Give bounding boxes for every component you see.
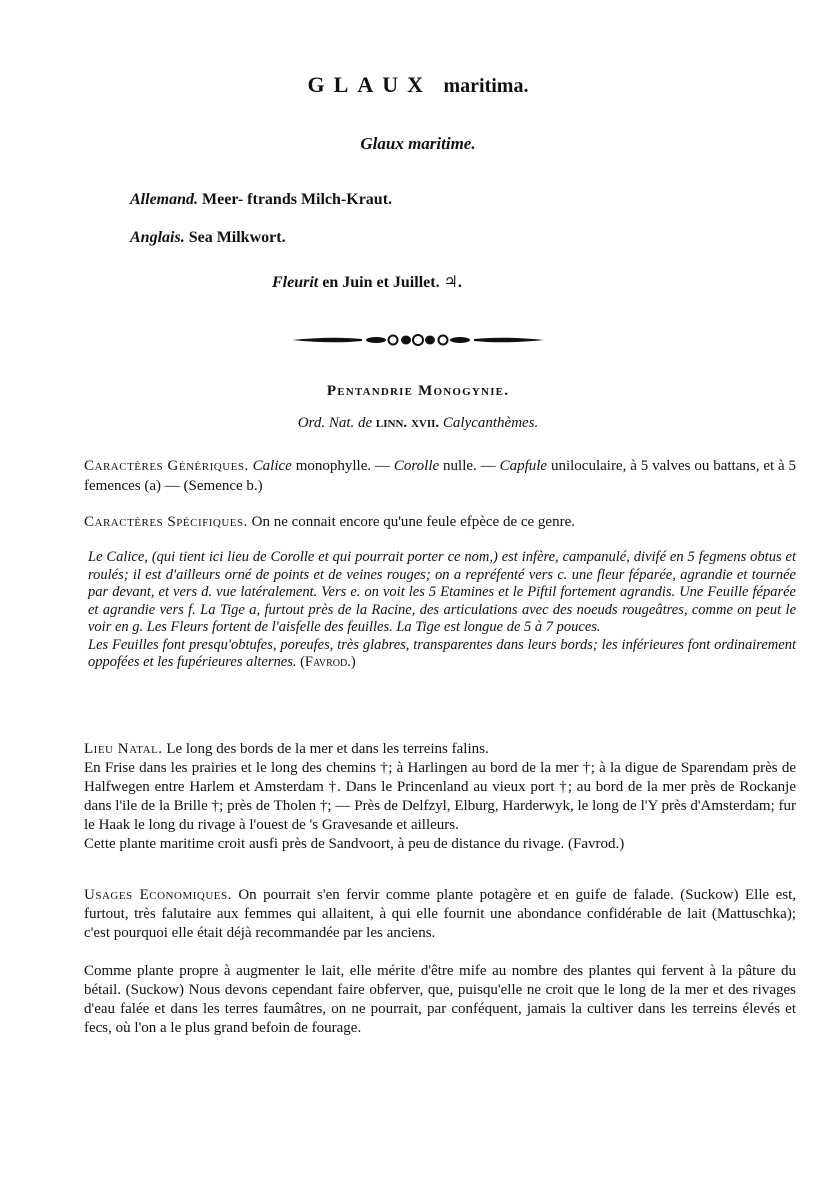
economic-uses-continued (84, 962, 796, 1038)
habitat-text-1: Le long des bords de la mer et dans les terreins falins. (166, 741, 489, 757)
title-species: maritima. (443, 75, 529, 97)
description-paragraph-2: Les Feuilles font presqu'obtufes, poreufes, très glabres, transparentes dans leurs bords; les inférieures font ordinairement oppofées et les fupérieures alternes. (88, 636, 796, 670)
habitat-heading: Lieu Natal. (84, 741, 163, 757)
flowering-period (272, 272, 462, 292)
economic-uses (84, 886, 796, 943)
subtitle-french-name: Glaux maritime. (360, 134, 476, 153)
description-paragraph-1: Le Calice, (qui tient ici lieu de Corolle et qui pourrait porter ce nom,) est infère, campanulé, divifé en 5 fegmens obtus et roulés; il est d'ailleurs orné de points et de veines rouges; on a repréfenté vers c. une fleur féparée, agrandie et tournée par devant, et vers d. vue latéralement. Vers e. on voit les 5 Etamines et le Piftil fortement agrandis. Une Feuille féparée et agrandie vers f. La Tige a, furtout près de la Racine, des articulations avec des noeuds rougeâtres, comme on peut le voir en g. Les Fleurs fortent de l'aisfelle des feuilles. La Tige est longue de 5 à 7 pouces. (88, 549, 796, 635)
natural-order-family: Calycanthèmes. (442, 415, 539, 431)
page-title (0, 72, 836, 98)
vernacular-german-label: Allemand. (130, 191, 199, 208)
habitat-text-3: Cette plante maritime croit ausfi près de Sandvoort, à peu de distance du rivage. (Favrod.) (84, 836, 625, 852)
generic-text: monophylle. — (295, 458, 390, 474)
natural-order-linn: linn. (375, 415, 408, 431)
generic-corolle: Corolle (393, 458, 440, 474)
flowering-label: Fleurit (272, 274, 319, 291)
generic-text: uniloculaire, à 5 valves ou battans, et à 5 femences (a) — (Semence b.) (84, 458, 797, 494)
habitat-section (84, 740, 796, 854)
economic-uses-heading: Usages Economiques. (84, 887, 232, 903)
generic-calice: Calice (252, 458, 292, 474)
generic-characters-heading: Caractères Génériques. (84, 458, 249, 474)
vernacular-english-name: Sea Milkwort. (188, 229, 286, 246)
natural-order (0, 415, 836, 432)
economic-uses-text-2: Comme plante propre à augmenter le lait, elle mérite d'être mife au nombre des plantes qui fervent à la pâture du bétail. (Suckow) Nous devons cependant faire obferver, que, puisqu'elle ne croit que le long de la mer et des rivages d'eau falée et dans les terres faumâtres, on ne pourrait, par conféquent, jamais la cultiver dans les terreins élevés et fecs, où l'on a le plus grand befoin de fourage. (84, 963, 796, 1036)
vernacular-german (130, 191, 392, 209)
description-author: (Favrod.) (300, 654, 356, 670)
generic-capsule: Capfule (499, 458, 548, 474)
habitat-text-2: En Frise dans les prairies et le long des chemins †; à Harlingen au bord de la mer †; à la digue de Sparendam près de Halfwegen entre Harlem et Amsterdam †. Dans le Princenland au vieux port †; au bord de la mer près de Rockanje dans l'ile de la Brille †; près de Tholen †; — Près de Delfzyl, Elburg, Harderwyk, le long de l'Y près d'Amsterdam; fur le Haak le long du rivage à l'ouest de 's Gravesande et ailleurs. (84, 760, 796, 833)
ornament-divider (292, 330, 544, 350)
title-genus: GLAUX (307, 72, 432, 97)
classification-text: Pentandrie Monogynie. (326, 383, 510, 399)
specific-characters-text: On ne connait encore qu'une feule efpèce de ce genre. (251, 514, 575, 530)
vernacular-english-label: Anglais. (130, 229, 185, 246)
specific-characters (84, 512, 796, 532)
generic-characters (84, 456, 796, 496)
description (88, 549, 796, 672)
vernacular-english (130, 229, 286, 247)
classification-heading (0, 383, 836, 400)
specific-characters-heading: Caractères Spécifiques. (84, 514, 248, 530)
natural-order-label: Ord. Nat. de (297, 415, 373, 431)
economic-uses-text-1: On pourrait s'en fervir comme plante potagère et en guife de falade. (Suckow) Elle est, furtout, très falutaire aux femmes qui allaitent, à qui elle fournit une abondance confidérable de lait (Mattuschka); c'est pourquoi elle était déjà recommandée par les anciens. (84, 887, 797, 941)
flowering-text: en Juin et Juillet. ♃. (322, 274, 462, 291)
generic-text: nulle. — (443, 458, 496, 474)
natural-order-number: xvii. (410, 415, 440, 431)
vernacular-german-name: Meer- ftrands Milch-Kraut. (202, 191, 393, 208)
